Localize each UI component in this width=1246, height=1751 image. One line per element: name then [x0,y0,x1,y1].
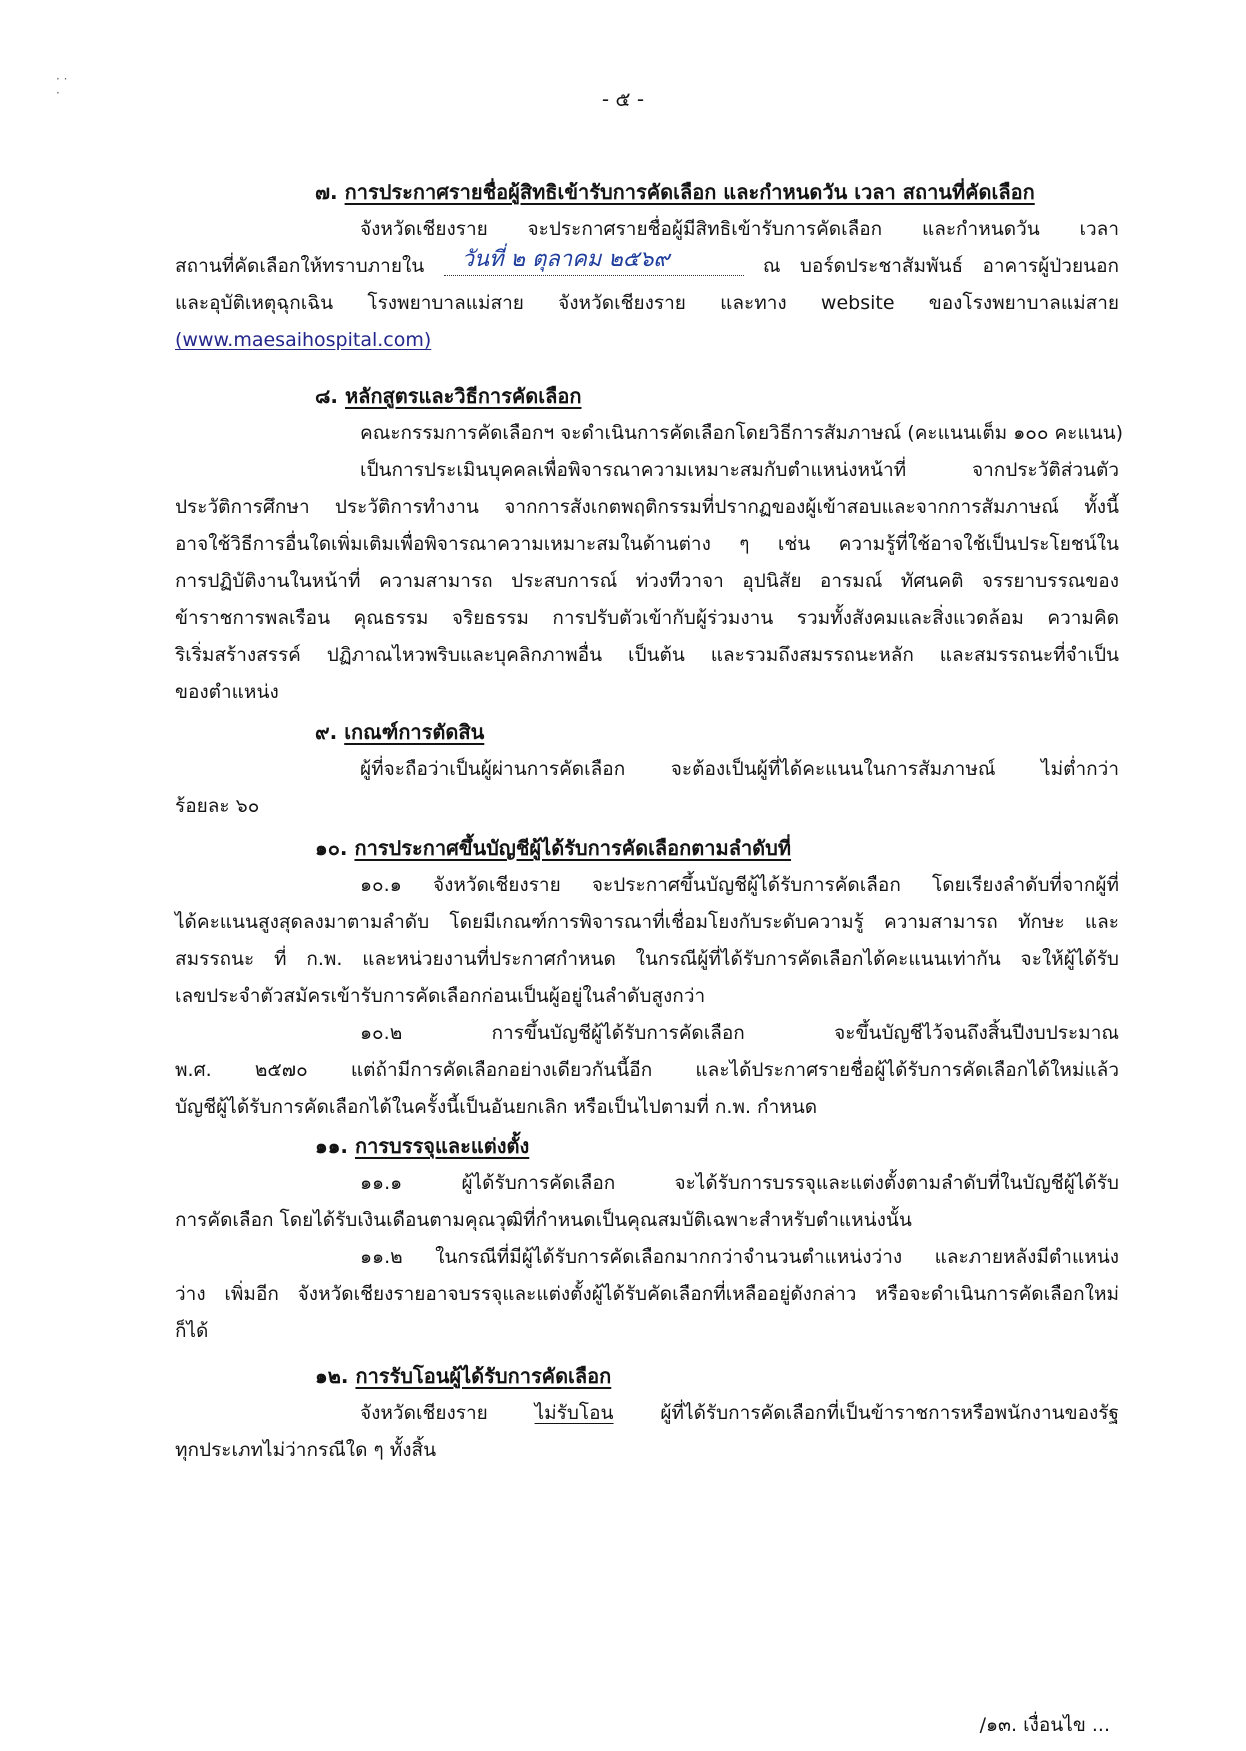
section-10 [175,830,1119,1126]
section-8 [175,378,1124,711]
section-8-heading [175,378,1119,415]
section-7-line-2b: ณ บอร์ดประชาสัมพันธ์ อาคารผู้ป่วยนอก [762,255,1120,277]
section-12-line-1a: จังหวัดเชียงราย [360,1402,488,1424]
section-8-line-3: ประวัติการศึกษา ประวัติการทำงาน จากการสังเกตพฤติกรรมที่ปรากฏของผู้เข้าสอบและจากการสัมภาษณ์ ทั้งนี้ [175,496,1119,518]
section-9 [175,714,1119,825]
section-10-1-line-3: สมรรถนะ ที่ ก.พ. และหน่วยงานที่ประกาศกำหนด ในกรณีผู้ที่ได้รับการคัดเลือกได้คะแนนเท่ากัน จะให้ผู้ได้รับ [175,948,1119,970]
section-12-number: ๑๒. [315,1364,349,1388]
handwritten-date: วันที่ ๒ ตุลาคม ๒๕๖๙ [461,247,670,272]
section-9-line-2: ร้อยละ ๖๐ [175,795,260,817]
section-7-title: การประกาศรายชื่อผู้สิทธิเข้ารับการคัดเลือก และกำหนดวัน เวลา สถานที่คัดเลือก [344,180,1035,204]
section-12-line-1 [175,1395,1119,1432]
date-blank-field [444,249,744,276]
section-11-1-line-1: ๑๑.๑ ผู้ได้รับการคัดเลือก จะได้รับการบรรจุและแต่งตั้งตามลำดับที่ในบัญชีผู้ได้รับ [360,1172,1119,1194]
section-11-2-line-1: ๑๑.๒ ในกรณีที่มีผู้ได้รับการคัดเลือกมากกว่าจำนวนตำแหน่งว่าง และภายหลังมีตำแหน่ง [360,1246,1119,1268]
section-10-2-line-3: บัญชีผู้ได้รับการคัดเลือกได้ในครั้งนี้เป็นอันยกเลิก หรือเป็นไปตามที่ ก.พ. กำหนด [175,1096,818,1118]
section-8-line-5: การปฏิบัติงานในหน้าที่ ความสามารถ ประสบการณ์ ท่วงทีวาจา อุปนิสัย อารมณ์ ทัศนคติ จรรยาบรรณของ [175,570,1119,592]
section-12-line-2: ทุกประเภทไม่ว่ากรณีใด ๆ ทั้งสิ้น [175,1439,437,1461]
section-8-number: ๘. [315,384,339,408]
section-11-title: การบรรจุและแต่งตั้ง [354,1134,530,1158]
section-11-2-line-3: ก็ได้ [175,1320,209,1342]
section-8-line-4: อาจใช้วิธีการอื่นใดเพิ่มเติมเพื่อพิจารณาความเหมาะสมในด้านต่าง ๆ เช่น ความรู้ที่ใช้อาจใช้เป็นประโยชน์ใน [175,533,1119,555]
section-9-line-1: ผู้ที่จะถือว่าเป็นผู้ผ่านการคัดเลือก จะต้องเป็นผู้ที่ได้คะแนนในการสัมภาษณ์ ไม่ต่ำกว่า [360,758,1119,780]
section-11-number: ๑๑. [315,1134,348,1158]
page-number: - ๕ - [601,87,645,111]
section-7-line-1: จังหวัดเชียงราย จะประกาศรายชื่อผู้มีสิทธิเข้ารับการคัดเลือก และกำหนดวัน เวลา [360,218,1119,240]
section-10-title: การประกาศขึ้นบัญชีผู้ได้รับการคัดเลือกตามลำดับที่ [354,836,792,860]
section-10-heading [175,830,1119,867]
section-7-line-2 [175,248,1119,285]
section-10-1-line-2: ได้คะแนนสูงสุดลงมาตามลำดับ โดยมีเกณฑ์การพิจารณาที่เชื่อมโยงกับระดับความรู้ ความสามารถ ทักษะ และ [175,911,1119,933]
section-7 [175,174,1119,359]
section-12-title: การรับโอนผู้ได้รับการคัดเลือก [355,1364,612,1388]
section-11-heading [175,1128,1119,1165]
section-12-line-1b: ผู้ที่ได้รับการคัดเลือกที่เป็นข้าราชการหรือพนักงานของรัฐ [660,1402,1119,1424]
section-10-2-line-1: ๑๐.๒ การขึ้นบัญชีผู้ได้รับการคัดเลือก จะขึ้นบัญชีไว้จนถึงสิ้นปีงบประมาณ [360,1022,1119,1044]
section-8-line-2: เป็นการประเมินบุคคลเพื่อพิจารณาความเหมาะสมกับตำแหน่งหน้าที่ จากประวัติส่วนตัว [360,459,1119,481]
section-7-line-3: และอุบัติเหตุฉุกเฉิน โรงพยาบาลแม่สาย จังหวัดเชียงราย และทาง website ของโรงพยาบาลแม่สาย [175,292,1119,314]
section-10-1-line-4: เลขประจำตัวสมัครเข้ารับการคัดเลือกก่อนเป็นผู้อยู่ในลำดับสูงกว่า [175,985,706,1007]
section-8-line-1: คณะกรรมการคัดเลือกฯ จะดำเนินการคัดเลือกโดยวิธีการสัมภาษณ์ (คะแนนเต็ม ๑๐๐ คะแนน) [360,422,1124,444]
section-12-heading [175,1358,1119,1395]
section-10-1-line-1: ๑๐.๑ จังหวัดเชียงราย จะประกาศขึ้นบัญชีผู้ได้รับการคัดเลือก โดยเรียงลำดับที่จากผู้ที่ [360,874,1119,896]
scan-speck: · · · [56,72,68,100]
section-9-title: เกณฑ์การตัดสิน [344,720,485,744]
section-7-line-2a: สถานที่คัดเลือกให้ทราบภายใน [175,255,425,277]
hospital-website-link[interactable]: (www.maesaihospital.com) [175,329,432,351]
section-8-line-6: ข้าราชการพลเรือน คุณธรรม จริยธรรม การปรับตัวเข้ากับผู้ร่วมงาน รวมทั้งสังคมและสิ่งแวดล้อม ความคิด [175,607,1119,629]
continuation-note: /๑๓. เงื่อนไข ... [979,1714,1110,1736]
section-9-heading [175,714,1119,751]
no-transfer-text: ไม่รับโอน [534,1402,614,1424]
section-12 [175,1358,1119,1469]
section-7-number: ๗. [315,180,338,204]
section-11-1-line-2: การคัดเลือก โดยได้รับเงินเดือนตามคุณวุฒิที่กำหนดเป็นคุณสมบัติเฉพาะสำหรับตำแหน่งนั้น [175,1209,912,1231]
section-10-number: ๑๐. [315,836,348,860]
section-8-line-7: ริเริ่มสร้างสรรค์ ปฏิภาณไหวพริบและบุคลิกภาพอื่น เป็นต้น และรวมถึงสมรรถนะหลัก และสมรรถนะที่จำเป็น [175,644,1119,666]
section-8-title: หลักสูตรและวิธีการคัดเลือก [345,384,582,408]
section-9-number: ๙. [315,720,338,744]
section-11 [175,1128,1119,1350]
section-7-heading [175,174,1119,211]
section-8-line-8: ของตำแหน่ง [175,681,279,703]
section-10-2-line-2: พ.ศ. ๒๕๗๐ แต่ถ้ามีการคัดเลือกอย่างเดียวกันนี้อีก และได้ประกาศรายชื่อผู้ได้รับการคัดเลือกได้ใหม่แล้ว [175,1059,1119,1081]
section-11-2-line-2: ว่าง เพิ่มอีก จังหวัดเชียงรายอาจบรรจุและแต่งตั้งผู้ได้รับคัดเลือกที่เหลืออยู่ดังกล่าว หรือจะดำเนินการคัดเลือกใหม่ [175,1283,1119,1305]
